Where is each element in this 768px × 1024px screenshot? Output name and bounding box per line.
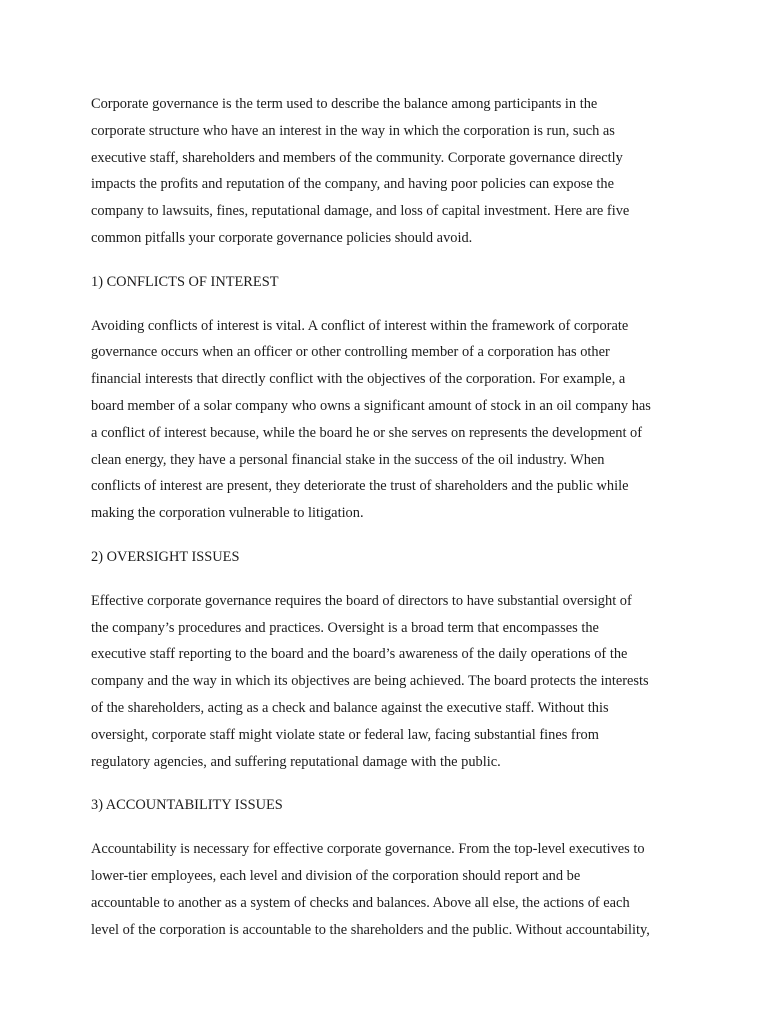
text-line: Accountability is necessary for effective corporate governance. From the top-level executives to (91, 841, 645, 858)
text-line: company and the way in which its objectives are being achieved. The board protects the interests (91, 673, 649, 690)
text-line: corporate structure who have an interest in the way in which the corporation is run, such as (91, 122, 615, 139)
text-line: financial interests that directly conflict with the objectives of the corporation. For example, a (91, 371, 626, 388)
section-heading: 1) CONFLICTS OF INTEREST (91, 273, 279, 290)
section-paragraph (91, 313, 686, 527)
text-line: level of the corporation is accountable to the shareholders and the public. Without accountability, (91, 921, 650, 938)
text-line: executive staff reporting to the board and the board’s awareness of the daily operations of the (91, 646, 628, 663)
text-line: regulatory agencies, and suffering reputational damage with the public. (91, 753, 501, 770)
text-line: Effective corporate governance requires the board of directors to have substantial oversight of (91, 592, 632, 609)
text-line: impacts the profits and reputation of the company, and having poor policies can expose the (91, 176, 614, 193)
text-line: oversight, corporate staff might violate state or federal law, facing substantial fines from (91, 726, 599, 743)
text-line: conflicts of interest are present, they deteriorate the trust of shareholders and the public while (91, 478, 629, 495)
section-paragraph (91, 836, 686, 943)
text-line: common pitfalls your corporate governance policies should avoid. (91, 229, 473, 246)
text-line: executive staff, shareholders and members of the community. Corporate governance directly (91, 149, 623, 166)
text-line: clean energy, they have a personal financial stake in the success of the oil industry. When (91, 451, 605, 468)
text-line: governance occurs when an officer or other controlling member of a corporation has other (91, 344, 610, 361)
text-line: of the shareholders, acting as a check and balance against the executive staff. Without this (91, 699, 609, 716)
text-line: board member of a solar company who owns a significant amount of stock in an oil company has (91, 397, 651, 414)
text-line: lower-tier employees, each level and division of the corporation should report and be (91, 867, 581, 884)
intro-paragraph (91, 91, 686, 252)
document-page (91, 91, 686, 960)
text-line: making the corporation vulnerable to litigation. (91, 505, 364, 522)
section-paragraph (91, 588, 686, 776)
text-line: Corporate governance is the term used to describe the balance among participants in the (91, 96, 598, 112)
section-heading: 2) OVERSIGHT ISSUES (91, 548, 240, 565)
text-line: accountable to another as a system of checks and balances. Above all else, the actions of each (91, 894, 630, 911)
text-line: the company’s procedures and practices. Oversight is a broad term that encompasses the (91, 619, 599, 636)
section-heading: 3) ACCOUNTABILITY ISSUES (91, 797, 283, 814)
text-line: Avoiding conflicts of interest is vital. A conflict of interest within the framework of corporate (91, 317, 629, 334)
text-line: a conflict of interest because, while the board he or she serves on represents the development of (91, 424, 643, 441)
text-line: company to lawsuits, fines, reputational damage, and loss of capital investment. Here are five (91, 203, 630, 220)
